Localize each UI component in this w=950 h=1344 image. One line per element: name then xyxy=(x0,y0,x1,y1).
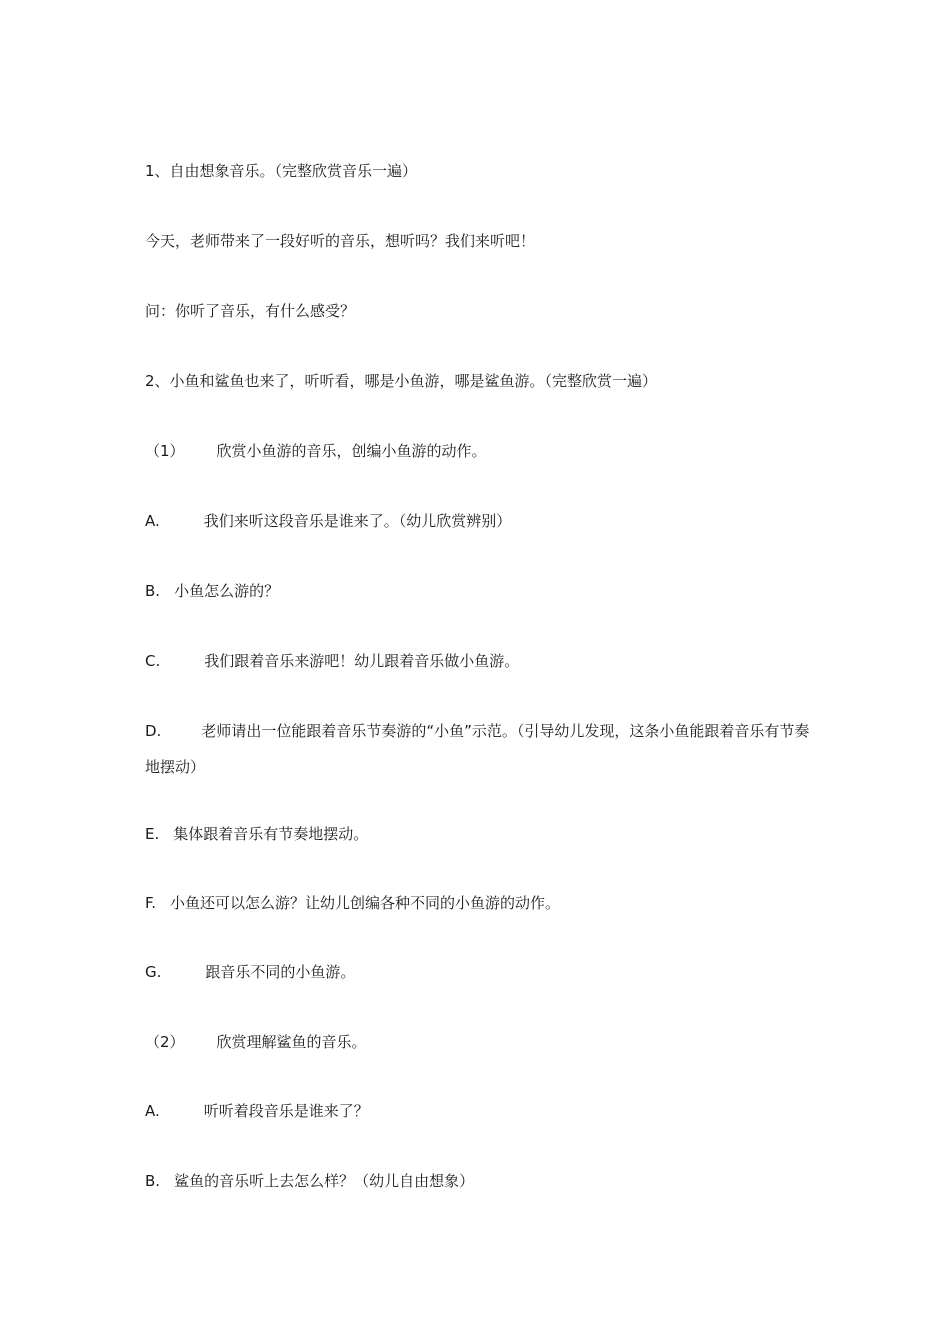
paragraph-text: 1、自由想象音乐。（完整欣赏音乐一遍） xyxy=(145,162,418,180)
list-item-c xyxy=(145,650,519,672)
list-item-a xyxy=(145,510,511,532)
paragraph-text: 2、小鱼和鲨鱼也来了，听听看，哪是小鱼游，哪是鲨鱼游。（完整欣赏一遍） xyxy=(145,372,658,390)
paragraph-question xyxy=(145,300,355,322)
list-item-f xyxy=(145,892,560,914)
section-text: 欣赏理解鲨鱼的音乐。 xyxy=(216,1033,367,1051)
section-2-heading xyxy=(145,1031,367,1053)
section-number: （1） xyxy=(145,442,185,460)
section-1-heading xyxy=(145,440,487,462)
list-text: 听听着段音乐是谁来了？ xyxy=(203,1102,369,1120)
paragraph-text: 今天，老师带来了一段好听的音乐，想听吗？我们来听吧！ xyxy=(145,232,536,250)
list-marker: G. xyxy=(145,963,162,981)
section-text: 欣赏小鱼游的音乐，创编小鱼游的动作。 xyxy=(216,442,487,460)
list-text: 我们跟着音乐来游吧！幼儿跟着音乐做小鱼游。 xyxy=(204,652,520,670)
list-marker: D. xyxy=(145,722,162,740)
section-number: （2） xyxy=(145,1033,185,1051)
paragraph-step-2 xyxy=(145,370,657,392)
list-item-b xyxy=(145,580,279,602)
paragraph-step-1 xyxy=(145,160,417,182)
list-text: 鲨鱼的音乐听上去怎么样？（幼儿自由想象） xyxy=(174,1172,475,1190)
list-marker: A. xyxy=(145,1102,160,1120)
list-marker: F. xyxy=(145,894,156,912)
list-text: 小鱼怎么游的？ xyxy=(174,582,280,600)
list-marker: E. xyxy=(145,825,160,843)
paragraph-text: 问：你听了音乐，有什么感受？ xyxy=(145,302,356,320)
list-marker: C. xyxy=(145,652,161,670)
list-text: 老师请出一位能跟着音乐节奏游的“小鱼”示范。（引导幼儿发现，这条小鱼能跟着音乐有节奏地摆动） xyxy=(145,722,810,776)
list-text: 小鱼还可以怎么游？让幼儿创编各种不同的小鱼游的动作。 xyxy=(170,894,561,912)
list-item-g xyxy=(145,961,355,983)
list-text: 跟音乐不同的小鱼游。 xyxy=(205,963,356,981)
list-text: 我们来听这段音乐是谁来了。（幼儿欣赏辨别） xyxy=(203,512,512,530)
list-item-a-2 xyxy=(145,1100,369,1122)
list-item-d xyxy=(145,713,810,785)
list-marker: A. xyxy=(145,512,160,530)
list-marker: B. xyxy=(145,1172,161,1190)
paragraph-teacher-intro xyxy=(145,230,535,252)
list-item-e xyxy=(145,823,368,845)
list-marker: B. xyxy=(145,582,161,600)
list-text: 集体跟着音乐有节奏地摆动。 xyxy=(173,825,369,843)
list-item-b-2 xyxy=(145,1170,474,1192)
